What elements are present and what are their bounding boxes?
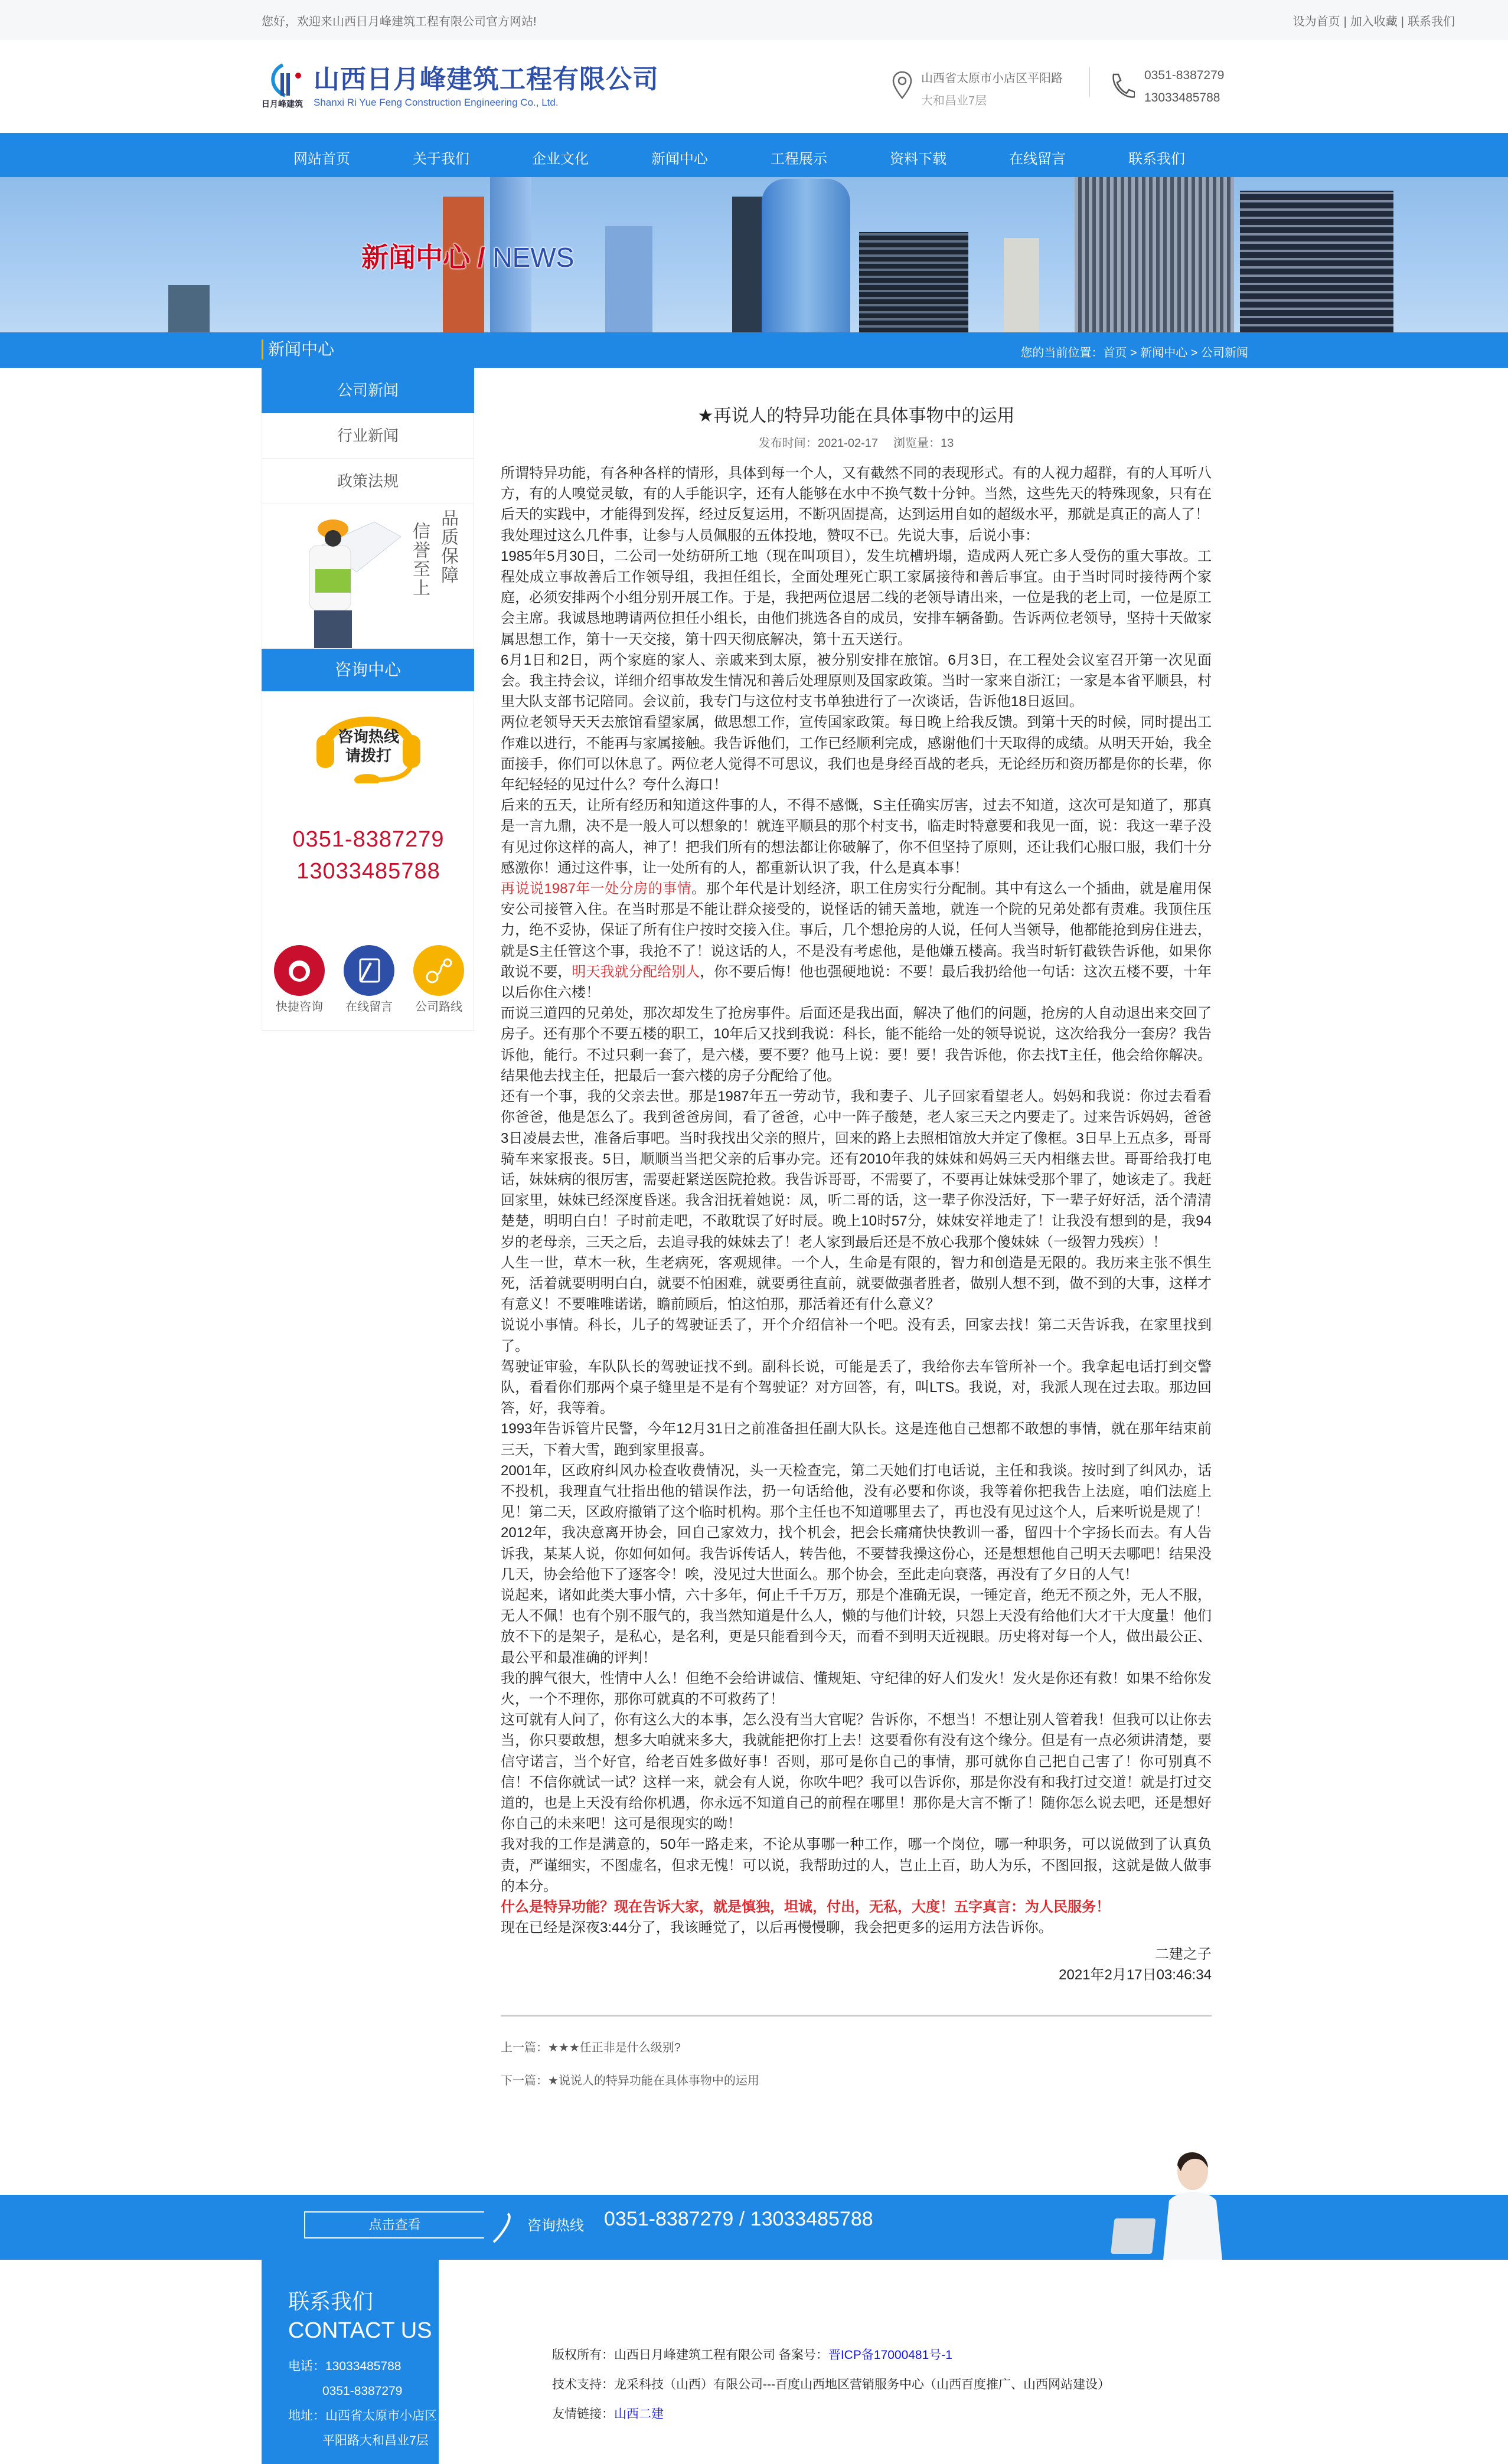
article-paragraph xyxy=(501,712,1212,795)
article-paragraph xyxy=(501,878,1212,1003)
nav-contact[interactable]: 联系我们 xyxy=(1128,151,1185,167)
header-divider xyxy=(1089,67,1090,97)
hotline-number-2: 13033485788 xyxy=(296,859,440,884)
logo-mini-text: 日月峰建筑 xyxy=(262,99,303,109)
article-meta xyxy=(501,436,1212,451)
customer-service-icon xyxy=(274,945,325,996)
copyright-text: 版权所有：山西日月峰建筑工程有限公司 备案号： xyxy=(552,2348,828,2362)
nav-news[interactable]: 新闻中心 xyxy=(651,151,708,167)
sidebar xyxy=(262,368,474,1031)
phone-icon xyxy=(1109,72,1135,100)
paragraph-text: 所谓特异功能，有各种各样的情形，具体到每一个人，又有截然不同的表现形式。有的人视力超群，有的人耳听八方，有的人嗅觉灵敏，有的人手能识字，还有人能够在水中不换气数十分钟。当然，这些先天的特殊现象，只有在后天的实践中，才能得到发挥，经过反复运用，不断巩固提高，达到运用自如的超级水平，那就是真正的高人了！ xyxy=(501,465,1212,523)
sidebar-item-company-news[interactable]: 公司新闻 xyxy=(262,368,474,413)
paragraph-text: 我处理过这么几件事，让参与人员佩服的五体投地，赞叹不已。先说大事，后说小事： xyxy=(501,527,1039,544)
phone-line1: 0351-8387279 xyxy=(1144,68,1225,82)
banner-title-sep: / xyxy=(470,242,493,273)
article-paragraph xyxy=(501,1419,1212,1460)
article-body xyxy=(501,463,1212,1938)
contact-phone2: 0351-8387279 xyxy=(322,2384,403,2398)
location-pin-icon xyxy=(892,71,912,100)
article-paragraph xyxy=(501,546,1212,650)
footer xyxy=(0,2195,1508,2464)
set-homepage-link[interactable]: 设为首页 xyxy=(1292,15,1340,28)
paragraph-text: 说起来，诸如此类大事小情，六十多年，何止千千万万，那是个准确无误，一锤定音，绝无不预之外，无人不服，无人不佩！也有个别不服气的，我当然知道是什么人，懒的与他们计较，只怨上天没有给他们大才干大度量！他们放不下的是架子，是私心，是名利，更是只能看到今天，而看不到明天近视眼。历史将对每一个人，做出最公正、最公平和最准确的评判！ xyxy=(501,1587,1212,1666)
banner-skyline xyxy=(0,177,1508,332)
article-paragraph xyxy=(501,795,1212,878)
nav-projects[interactable]: 工程展示 xyxy=(771,151,827,167)
contact-address2: 平阳路大和昌业7层 xyxy=(322,2434,429,2447)
section-title: 新闻中心 xyxy=(262,339,334,360)
logo-english-name: Shanxi Ri Yue Feng Construction Engineering Co., Ltd. xyxy=(314,97,559,108)
section-bar xyxy=(0,332,1508,368)
paragraph-text: 我对我的工作是满意的，50年一路走来，不论从事哪一种工作，哪一个岗位，哪一种职务，可以说做到了认真负责，严谨细实，不图虚名，但求无愧！可以说，我帮助过的人，岂止上百，助人为乐，不图回报，这就是做人做事的本分。 xyxy=(501,1836,1212,1894)
phone-handset-icon xyxy=(490,2211,514,2244)
article-paragraph xyxy=(501,1357,1212,1419)
article-paragraph xyxy=(501,1522,1212,1585)
route-icon xyxy=(413,945,464,996)
contact-us-link[interactable]: 联系我们 xyxy=(1408,15,1455,28)
paragraph-text: 。那个年代是计划经济，职工住房实行分配制。其中有这么一个插曲，就是雇用保安公司接管入住。在当时那是不能让群众接受的，说怪话的铺天盖地，就连一个院的兄弟处都有责难。我顶住压力，绝不妥协，保证了所有住户按时交接入住。事后，几个想抢房的人说，任何人当领导，他都能抢到房住进去，就是S主任管这个事，我抢不了！说这话的人，不是没有考虑他，是他嫌五楼高。我当时斩钉截铁告诉他，如果你敢说不要， xyxy=(501,881,1212,980)
article-paragraph xyxy=(501,1460,1212,1523)
paragraph-text: 后来的五天，让所有经历和知道这件事的人，不得不感慨，S主任确实厉害，过去不知道，这次可是知道了，那真是一言九鼎，决不是一般人可以想象的！就连平顺县的那个村支书，临走时特意要和我见一面，说：我这一辈子没有见过你这样的高人，神了！把我们所有的想法都让你破解了，你不但坚持了原则，还让我们心服口服，我们十分感激你！通过这件事，让一处所有的人，都重新认识了我，什么是真本事！ xyxy=(501,798,1212,876)
paragraph-text: 6月1日和2日，两个家庭的家人、亲戚来到太原，被分别安排在旅馆。6月3日，在工程处会议室召开第一次见面会。我主持会议，详细介绍事故发生情况和善后处理原则及国家政策。当时一家来自浙江；一家是本省平顺县，村里大队支部书记陪同。会议前，我专门与这位村支书单独进行了一次谈话，告诉他18日返回。 xyxy=(501,652,1212,710)
online-message-label: 在线留言 xyxy=(345,1001,393,1014)
article-paragraph xyxy=(501,1253,1212,1315)
article-paragraph xyxy=(501,1917,1212,1938)
paragraph-text: ，你不要后悔！他也强硬地说：不要！最后我扔给他一句话：这次五楼不要，十年以后你住六楼！ xyxy=(501,963,1212,1001)
view-count: 浏览量：13 xyxy=(893,437,954,450)
address-line2: 大和昌业7层 xyxy=(921,94,987,107)
hotline-number-1: 0351-8387279 xyxy=(292,827,445,852)
article-paragraph xyxy=(501,463,1212,525)
prev-article xyxy=(501,2040,1212,2055)
paragraph-text: 还有一个事，我的父亲去世。那是1987年五一劳动节，我和妻子、儿子回家看望老人。妈妈和我说：你过去看看你爸爸，他是怎么了。我到爸爸房间，看了爸爸，心中一阵子酸楚，老人家三天之内要走了。过来告诉妈妈，爸爸3日凌晨去世，准备后事吧。当时我找出父亲的照片，回来的路上去照相馆放大并定了像框。3日早上五点多，哥哥骑车来家报丧。5日，顺顺当当把父亲的后事办完。还有2010年我的妹妹和妈妈三天内相继去世。哥哥给我打电话，妹妹病的很厉害，需要赶紧送医院抢救。我告诉哥哥，不需要了，不要再让妹妹受那个罪了，她该走了。我赶回家里，妹妹已经深度昏迷。我含泪抚着她说：凤，听二哥的话，这一辈子你没活好，下一辈子好好活，活个清清楚楚，明明白白！子时前走吧，不敢耽误了好时辰。晚上10时57分，妹妹安祥地走了！让我没有想到的是，我94岁的老母亲，三天之后，去追寻我的妹妹去了！老人家到最后还是不放心我那个傻妹妹（一级智力残疾）！ xyxy=(501,1089,1212,1250)
paragraph-text: 现在已经是深夜3:44分了，我该睡觉了，以后再慢慢聊，我会把更多的运用方法告诉你。 xyxy=(501,1920,1053,1936)
banner-title-cn: 新闻中心 xyxy=(361,242,470,273)
paragraph-text: 而说三道四的兄弟处，那次却发生了抢房事件。后面还是我出面，解决了他们的问题，抢房的人自动退出来交回了房子。还有那个不要五楼的职工，10年后又找到我说：科长，能不能给一处的领导说说，这次给我分一套房？我告诉他，能行。不过只剩一套了，是六楼，要不要？他马上说：要！要！我告诉他，你去找T主任，他会给你解决。结果他去找主任，把最后一套六楼的房子分配给了他。 xyxy=(501,1005,1212,1084)
address-line1: 山西省太原市小店区平阳路 xyxy=(921,72,1063,85)
nav-culture[interactable]: 企业文化 xyxy=(532,151,589,167)
customer-service-woman-image xyxy=(1098,2148,1240,2260)
article-paragraph xyxy=(501,525,1212,546)
publish-time: 发布时间：2021-02-17 xyxy=(758,437,879,450)
article xyxy=(501,368,1212,2089)
welcome-text: 您好，欢迎来山西日月峰建筑工程有限公司官方网站! xyxy=(262,15,537,28)
breadcrumb[interactable]: 您的当前位置：首页 > 新闻中心 > 公司新闻 xyxy=(1020,347,1248,360)
article-paragraph xyxy=(501,1003,1212,1086)
banner-title xyxy=(361,236,574,275)
support-agent-illustration-icon xyxy=(1098,2148,1240,2260)
copyright-line xyxy=(552,2348,952,2363)
friend-links xyxy=(552,2407,664,2422)
sidebar-item-industry-news[interactable]: 行业新闻 xyxy=(262,413,474,459)
paragraph-text: 人生一世，草木一秋，生老病死，客观规律。一个人，生命是有限的，智力和创造是无限的。我历来主张不惧生死，活着就要明明白白，就要不怕困难，就要勇往直前，就要做强者胜者，做别人想不到，做不到的大事，这样才有意义！不要唯唯诺诺，瞻前顾后，怕这怕那，那活着还有什么意义？ xyxy=(501,1254,1212,1313)
article-paragraph xyxy=(501,650,1212,713)
contact-phone: 电话：13033485788 xyxy=(288,2360,402,2373)
highlighted-text: 再说说1987年一处分房的事情 xyxy=(501,881,692,897)
view-button[interactable]: 点击查看 xyxy=(304,2211,484,2238)
paragraph-text: 这可就有人问了，你有这么大的本事，怎么没有当大官呢？告诉你，不想当！不想让别人管着我！但我可以让你去当，你只要敢想，想多大咱就来多大，我就能把你打上去！这要看你有没有这个缘分。但是有一点必须讲清楚，要信守诺言，当个好官，给老百姓多做好事！否则，那可是你自己的事情，那可就你自己把自己害了！你可别真不信！不信你就试一试？这样一来，就会有人说，你吹牛吧？我可以告诉你，那是你没有和我打过交道！就是打过交道的，也是上天没有给你机遇，你永远不知道自己的前程在哪里！那你是大言不惭了！随你怎么说去吧，还是想好你自己的未来吧！这可是很现实的呦！ xyxy=(501,1712,1212,1832)
article-paragraph xyxy=(501,1710,1212,1834)
header xyxy=(0,40,1508,133)
engineer-illustration-icon xyxy=(286,504,404,649)
headset-hotline-icon xyxy=(309,701,427,783)
main-nav xyxy=(0,133,1508,177)
article-paragraph xyxy=(501,1834,1212,1897)
highlighted-text: 明天我就分配给别人 xyxy=(572,963,700,980)
top-links: 设为首页 | 加入收藏 | 联系我们 xyxy=(1292,15,1455,28)
tech-support: 技术支持：龙采科技（山西）有限公司---百度山西地区营销服务中心（山西百度推广、山西网站建设） xyxy=(552,2378,1110,2391)
paragraph-text: 1985年5月30日，二公司一处纺研所工地（现在叫项目），发生坑槽坍塌，造成两人死亡多人受伤的重大事故。工程处成立事故善后工作领导组，我担任组长，全面处理死亡职工家属接待和善后事宜。由于当时同时接待两个家庭，必须安排两个小组分别开展工作。于是，我把两位退居二线的老领导请出来，一位是我的老上司，一位是原工会主席。我诚恳地聘请两位担任小组长，由他们挑选各自的成员，安排车辆备勤。告诉两位老领导，坚持十天做家属思想工作，第十一天交接，第十四天彻底解决，第十五天送行。 xyxy=(501,548,1212,648)
article-title: ★再说人的特异功能在具体事物中的运用 xyxy=(697,406,1015,426)
online-message-button[interactable] xyxy=(337,945,402,1014)
logo-emblem-icon xyxy=(265,63,306,99)
add-favorite-link[interactable]: 加入收藏 xyxy=(1350,15,1398,28)
paragraph-text: 驾驶证审验，车队队长的驾驶证找不到。副科长说，可能是丢了，我给你去车管所补一个。我拿起电话打到交警队，看看你们那两个桌子缝里是不是有个驾驶证？对方回答，有，叫LTS。我说，对，我派人现在过去取。那边回答，好，我等着。 xyxy=(501,1358,1212,1417)
article-paragraph xyxy=(501,1585,1212,1668)
company-logo[interactable] xyxy=(262,63,659,110)
slogan-reputation: 信誉至上 xyxy=(410,522,429,597)
footer-hotline-label: 咨询热线 xyxy=(527,2218,584,2234)
prev-article-link[interactable]: ★★★任正非是什么级别? xyxy=(548,2041,681,2055)
article-paragraph xyxy=(501,1315,1212,1356)
article-paragraph xyxy=(501,1086,1212,1253)
next-label: 下一篇： xyxy=(501,2074,548,2088)
worker-image xyxy=(262,504,474,649)
article-paragraph xyxy=(501,1897,1212,1917)
paragraph-text: 2012年，我决意离开协会，回自己家效力，找个机会，把会长痛痛快快教训一番，留四十个字扬长而去。有人告诉我，某某人说，你如何如何。我告诉传话人，转告他，不要替我操这份心，还是想想他自己明天去哪吧！结果没几天，协会给他下了逐客令！唉，没见过大世面么。那个协会，至此走向衰落，再没有了夕日的人气！ xyxy=(501,1525,1212,1583)
nav-home[interactable]: 网站首页 xyxy=(293,151,350,167)
company-route-button[interactable] xyxy=(406,945,471,1014)
quick-consult-label: 快捷咨询 xyxy=(276,1001,323,1014)
address-block xyxy=(889,65,1083,112)
article-signature: 二建之子 xyxy=(1155,1946,1212,1963)
consult-center-heading: 咨询中心 xyxy=(262,649,474,691)
paragraph-text: 两位老领导天天去旅馆看望家属，做思想工作，宣传国家政策。每日晚上给我反馈。到第十天的时候，同时提出工作难以进行，不能再与家属接触。我告诉他们，工作已经顺利完成，感谢他们十天取得的成绩。从明天开始，我全面接手，你们可以休息了。两位老人觉得不可思议，我们也是身经百战的老兵，无论经历和资历都是你的长辈，你年纪轻轻的见过什么？夸什么海口！ xyxy=(501,714,1212,793)
phone-line2: 13033485788 xyxy=(1144,91,1220,104)
icp-link[interactable]: 晋ICP备17000481号-1 xyxy=(828,2348,952,2362)
contact-title-en: CONTACT US xyxy=(288,2318,432,2343)
consult-box xyxy=(262,691,474,1031)
message-edit-icon xyxy=(344,945,394,996)
sidebar-item-policy[interactable]: 政策法规 xyxy=(262,459,474,504)
paragraph-text: 1993年告诉管片民警，今年12月31日之前准备担任副大队长。这是连他自己想都不敢想的事情，就在那年结束前三天，下着大雪，跑到家里报喜。 xyxy=(501,1421,1212,1458)
paragraph-text: 我的脾气很大，性情中人么！但绝不会给讲诚信、懂规矩、守纪律的好人们发火！发火是你还有救！如果不给你发火，一个不理你，那你可就真的不可救药了！ xyxy=(501,1670,1212,1707)
friend-link-shanxi-erjian[interactable]: 山西二建 xyxy=(614,2407,664,2421)
nav-message[interactable]: 在线留言 xyxy=(1009,151,1066,167)
footer-hotline-numbers: 0351-8387279 / 13033485788 xyxy=(604,2208,873,2230)
quick-consult-button[interactable] xyxy=(267,945,332,1014)
contact-address: 地址：山西省太原市小店区 xyxy=(288,2409,437,2423)
paragraph-text: 说说小事情。科长，儿子的驾驶证丢了，开个介绍信补一个吧。没有丢，回家去找！第二天告诉我，在家里找到了。 xyxy=(501,1317,1212,1354)
phone-block xyxy=(1104,65,1246,112)
friend-links-label: 友情链接： xyxy=(552,2407,614,2421)
main-content xyxy=(0,368,1508,2195)
hotline-image-text1: 咨询热线 xyxy=(337,728,400,746)
slogan-quality: 品质保障 xyxy=(438,509,458,584)
banner-title-en: NEWS xyxy=(492,242,575,273)
nav-downloads[interactable]: 资料下载 xyxy=(890,151,946,167)
next-article-link[interactable]: ★说说人的特异功能在具体事物中的运用 xyxy=(548,2074,759,2088)
article-signed-date: 2021年2月17日03:46:34 xyxy=(1059,1967,1212,1983)
logo-company-name: 山西日月峰建筑工程有限公司 xyxy=(314,65,659,94)
top-bar xyxy=(0,0,1508,40)
footer-hotline-band xyxy=(0,2195,1508,2260)
hotline-image-text2: 请拨打 xyxy=(345,747,392,764)
company-route-label: 公司路线 xyxy=(415,1001,462,1014)
footer-contact-box xyxy=(262,2260,439,2464)
paragraph-text: 2001年，区政府纠风办检查收费情况，头一天检查完，第二天她们打电话说，主任和我谈。按时到了纠风办，话不投机，我理直气壮指出他的错误作法，扔一句话给他，没有必要和你谈，我等着你把我告上法庭，咱们法庭上见！第二天，区政府撤销了这个临时机构。那个主任也不知道哪里去了，再也没有见过这个人，后来听说是规了！ xyxy=(501,1462,1212,1521)
nav-about[interactable]: 关于我们 xyxy=(413,151,469,167)
highlighted-text: 什么是特异功能？现在告诉大家，就是慎独，坦诚，付出，无私，大度！五字真言：为人民服务！ xyxy=(501,1899,1110,1916)
next-article xyxy=(501,2073,1212,2089)
article-paragraph xyxy=(501,1668,1212,1710)
article-divider xyxy=(501,2015,1212,2017)
contact-title-cn: 联系我们 xyxy=(288,2289,374,2313)
prev-label: 上一篇： xyxy=(501,2041,548,2055)
